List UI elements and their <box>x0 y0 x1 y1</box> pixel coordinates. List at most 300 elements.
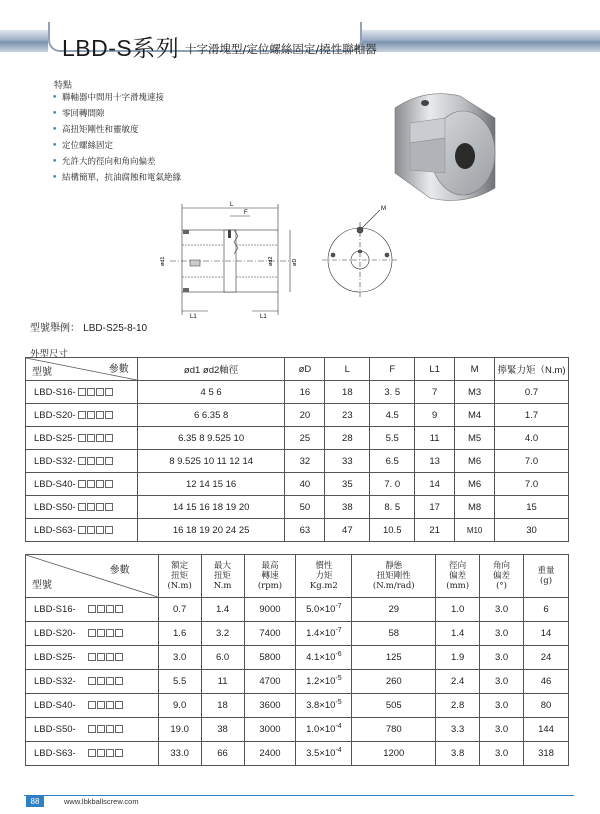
cell-max: 6.0 <box>201 646 244 670</box>
table-row <box>26 718 569 742</box>
feature-text: 允許大的徑向和角向偏差 <box>62 157 156 167</box>
model-label: 型號 <box>32 580 52 591</box>
cell-angular: 3.0 <box>480 598 524 622</box>
feature-text: 結構簡單，抗油腐蝕和電氣絶緣 <box>62 173 182 183</box>
header-band-left <box>0 30 48 52</box>
table-header-row <box>26 555 569 598</box>
cell-stiff: 125 <box>352 646 436 670</box>
blank-box <box>106 701 114 709</box>
blank-box <box>87 388 95 396</box>
blank-box <box>88 677 96 685</box>
cell-radial: 3.3 <box>436 718 480 742</box>
cell-bore: 16 18 19 20 24 25 <box>137 519 285 542</box>
blank-box <box>88 605 96 613</box>
cell-speed: 4700 <box>244 670 296 694</box>
cell-weight: 318 <box>524 742 569 766</box>
model-label: 型號 <box>32 367 52 378</box>
cell-radial: 1.4 <box>436 622 480 646</box>
cell-d: 50 <box>285 496 325 519</box>
model-cell <box>26 718 159 742</box>
inertia-base: 4.1×10 <box>306 652 336 664</box>
cell-f: 7. 0 <box>370 473 415 496</box>
coupling-product-image <box>385 78 505 208</box>
variant-boxes <box>88 652 124 663</box>
col-header: 擰緊力矩（N.m) <box>495 358 569 381</box>
blank-box <box>106 605 114 613</box>
bullet-icon: • <box>52 93 58 103</box>
blank-box <box>115 749 123 757</box>
cell-l: 35 <box>325 473 370 496</box>
variant-boxes <box>88 748 124 759</box>
model-name: LBD-S25- <box>34 652 76 663</box>
blank-box <box>106 749 114 757</box>
col-header: M <box>455 358 495 381</box>
cell-m: M8 <box>455 496 495 519</box>
col-header-stiffness: 靜態 扭矩剛性 (N.m/rad) <box>352 555 436 598</box>
blank-box <box>106 677 114 685</box>
feature-item <box>52 90 181 106</box>
cell-bore: 12 14 15 16 <box>137 473 285 496</box>
dim-d2-label: ød2 <box>268 256 274 266</box>
feature-item <box>52 154 181 170</box>
cell-torque: 1.7 <box>495 404 569 427</box>
blank-box <box>115 701 123 709</box>
blank-box <box>97 605 105 613</box>
cell-l1: 7 <box>415 381 455 404</box>
cell-angular: 3.0 <box>480 646 524 670</box>
header-band-right <box>362 30 600 52</box>
blank-box <box>105 388 113 396</box>
cell-f: 8. 5 <box>370 496 415 519</box>
col-header: ød1 ød2軸徑 <box>137 358 285 381</box>
cell-bore: 6.35 8 9.525 10 <box>137 427 285 450</box>
model-example-code: LBD-S25-8-10 <box>83 323 148 334</box>
cell-d: 40 <box>285 473 325 496</box>
blank-box <box>97 653 105 661</box>
blank-box <box>115 653 123 661</box>
model-name: LBD-S16- <box>34 604 76 615</box>
inertia-exponent: -5 <box>335 675 342 683</box>
dim-M-label: M <box>381 206 386 212</box>
blank-box <box>87 503 95 511</box>
model-cell <box>26 381 138 404</box>
cell-angular: 3.0 <box>480 718 524 742</box>
cell-m: M4 <box>455 404 495 427</box>
param-model-header <box>26 358 138 381</box>
cell-inertia <box>296 598 352 622</box>
table-row <box>26 694 569 718</box>
model-cell <box>26 496 138 519</box>
variant-boxes <box>78 456 114 467</box>
col-header-max-torque: 最大 扭矩 N.m <box>201 555 244 598</box>
model-cell <box>26 646 159 670</box>
blank-box <box>78 388 86 396</box>
model-cell <box>26 427 138 450</box>
cell-f: 5.5 <box>370 427 415 450</box>
param-model-header <box>26 555 159 598</box>
cell-l: 23 <box>325 404 370 427</box>
inertia-exponent: -4 <box>335 723 342 731</box>
table-row <box>26 742 569 766</box>
blank-box <box>87 411 95 419</box>
cell-weight: 80 <box>524 694 569 718</box>
model-cell <box>26 742 159 766</box>
model-cell <box>26 694 159 718</box>
cell-angular: 3.0 <box>480 742 524 766</box>
blank-box <box>106 629 114 637</box>
feature-item <box>52 106 181 122</box>
col-header: L <box>325 358 370 381</box>
features-list <box>52 90 181 186</box>
cell-d: 63 <box>285 519 325 542</box>
table-row <box>26 670 569 694</box>
cell-f: 3. 5 <box>370 381 415 404</box>
cell-stiff: 505 <box>352 694 436 718</box>
model-name: LBD-S16- <box>34 386 76 398</box>
dim-L1-left-label: L1 <box>190 314 197 320</box>
cell-bore: 4 5 6 <box>137 381 285 404</box>
feature-text: 聯軸器中間用十字滑塊連接 <box>62 93 165 103</box>
cell-weight: 46 <box>524 670 569 694</box>
table-row <box>26 381 569 404</box>
cell-radial: 2.4 <box>436 670 480 694</box>
blank-box <box>97 629 105 637</box>
cell-weight: 144 <box>524 718 569 742</box>
variant-boxes <box>78 479 114 490</box>
blank-box <box>106 653 114 661</box>
table-header-row <box>26 358 569 381</box>
blank-box <box>88 701 96 709</box>
variant-boxes <box>88 604 124 615</box>
blank-box <box>105 434 113 442</box>
blank-box <box>96 526 104 534</box>
table-row <box>26 496 569 519</box>
model-name: LBD-S63- <box>34 748 76 759</box>
model-cell <box>26 519 138 542</box>
cell-l1: 14 <box>415 473 455 496</box>
model-example <box>30 319 147 334</box>
cell-l1: 21 <box>415 519 455 542</box>
col-header: L1 <box>415 358 455 381</box>
cell-l: 18 <box>325 381 370 404</box>
col-header: F <box>370 358 415 381</box>
variant-boxes <box>88 628 124 639</box>
col-header-angular: 角向 偏差 (°) <box>480 555 524 598</box>
blank-box <box>97 677 105 685</box>
model-name: LBD-S50- <box>34 501 76 513</box>
cell-bore: 8 9.525 10 11 12 14 <box>137 450 285 473</box>
cell-l: 38 <box>325 496 370 519</box>
blank-box <box>96 503 104 511</box>
bullet-icon: • <box>52 141 58 151</box>
dim-F-label: F <box>244 210 248 216</box>
dim-d1-label: ød1 <box>160 256 166 266</box>
table-row <box>26 427 569 450</box>
feature-item <box>52 170 181 186</box>
cell-max: 38 <box>201 718 244 742</box>
inertia-base: 1.2×10 <box>306 676 336 688</box>
feature-item <box>52 122 181 138</box>
cell-inertia <box>296 694 352 718</box>
footer-line <box>24 795 574 796</box>
table-row <box>26 519 569 542</box>
cell-d: 16 <box>285 381 325 404</box>
blank-box <box>105 526 113 534</box>
blank-box <box>96 388 104 396</box>
cell-radial: 2.8 <box>436 694 480 718</box>
cell-inertia <box>296 742 352 766</box>
cell-max: 3.2 <box>201 622 244 646</box>
bullet-icon: • <box>52 173 58 183</box>
col-header-inertia: 慣性 力矩 Kg.m2 <box>296 555 352 598</box>
cell-stiff: 1200 <box>352 742 436 766</box>
blank-box <box>105 480 113 488</box>
blank-box <box>78 457 86 465</box>
table-row <box>26 598 569 622</box>
cell-d: 20 <box>285 404 325 427</box>
cell-torque: 4.0 <box>495 427 569 450</box>
blank-box <box>105 411 113 419</box>
blank-box <box>97 749 105 757</box>
cell-f: 10.5 <box>370 519 415 542</box>
model-cell <box>26 622 159 646</box>
blank-box <box>96 457 104 465</box>
cell-stiff: 58 <box>352 622 436 646</box>
variant-boxes <box>78 410 114 421</box>
col-header: øD <box>285 358 325 381</box>
cell-f: 6.5 <box>370 450 415 473</box>
page-title: LBD-S系列 <box>62 35 180 61</box>
variant-boxes <box>78 502 114 513</box>
end-view-drawing <box>318 200 408 300</box>
col-header-rated-torque: 額定 扭矩 (N.m) <box>158 555 201 598</box>
features-title: 特點 <box>54 81 73 91</box>
cell-m: M3 <box>455 381 495 404</box>
inertia-base: 1.0×10 <box>306 724 336 736</box>
inertia-exponent: -4 <box>335 747 342 755</box>
blank-box <box>96 434 104 442</box>
cell-radial: 1.0 <box>436 598 480 622</box>
model-cell <box>26 670 159 694</box>
cell-max: 18 <box>201 694 244 718</box>
cell-m: M6 <box>455 450 495 473</box>
cell-bore: 14 15 16 18 19 20 <box>137 496 285 519</box>
table-row <box>26 404 569 427</box>
variant-boxes <box>88 724 124 735</box>
cell-l: 33 <box>325 450 370 473</box>
blank-box <box>97 701 105 709</box>
cell-rated: 1.6 <box>158 622 201 646</box>
model-name: LBD-S63- <box>34 524 76 536</box>
cell-bore: 6 6.35 8 <box>137 404 285 427</box>
model-name: LBD-S32- <box>34 455 76 467</box>
cell-torque: 7.0 <box>495 450 569 473</box>
blank-box <box>78 526 86 534</box>
table-row <box>26 473 569 496</box>
cell-inertia <box>296 622 352 646</box>
cell-stiff: 260 <box>352 670 436 694</box>
side-view-drawing <box>150 200 300 320</box>
cell-angular: 3.0 <box>480 670 524 694</box>
param-label: 參數 <box>109 565 130 576</box>
table-row <box>26 622 569 646</box>
model-example-label: 型號舉例： <box>30 323 80 334</box>
cell-l: 28 <box>325 427 370 450</box>
page-number: 88 <box>26 796 44 807</box>
cell-l1: 17 <box>415 496 455 519</box>
blank-box <box>105 503 113 511</box>
cell-rated: 19.0 <box>158 718 201 742</box>
inertia-base: 1.4×10 <box>306 628 336 640</box>
model-cell <box>26 598 159 622</box>
model-cell <box>26 404 138 427</box>
blank-box <box>78 411 86 419</box>
cell-l1: 13 <box>415 450 455 473</box>
model-name: LBD-S32- <box>34 676 76 687</box>
blank-box <box>97 725 105 733</box>
cell-d: 25 <box>285 427 325 450</box>
cell-max: 66 <box>201 742 244 766</box>
model-name: LBD-S40- <box>34 700 76 711</box>
col-header-max-speed: 最高 轉速 (rpm) <box>244 555 296 598</box>
cell-rated: 0.7 <box>158 598 201 622</box>
cell-m: M6 <box>455 473 495 496</box>
feature-text: 定位螺絲固定 <box>62 141 114 151</box>
cell-inertia <box>296 670 352 694</box>
cell-weight: 24 <box>524 646 569 670</box>
cell-radial: 1.9 <box>436 646 480 670</box>
variant-boxes <box>78 525 114 536</box>
blank-box <box>105 457 113 465</box>
inertia-base: 3.8×10 <box>306 700 336 712</box>
cell-speed: 2400 <box>244 742 296 766</box>
cell-m: M5 <box>455 427 495 450</box>
feature-item <box>52 138 181 154</box>
cell-stiff: 780 <box>352 718 436 742</box>
cell-stiff: 29 <box>352 598 436 622</box>
performance-table <box>25 554 569 766</box>
cell-rated: 3.0 <box>158 646 201 670</box>
blank-box <box>115 629 123 637</box>
cell-max: 11 <box>201 670 244 694</box>
cell-angular: 3.0 <box>480 694 524 718</box>
inertia-base: 5.0×10 <box>306 604 336 616</box>
blank-box <box>115 725 123 733</box>
cell-radial: 3.8 <box>436 742 480 766</box>
cell-f: 4.5 <box>370 404 415 427</box>
website-url: www.lbkballscrew.com <box>64 797 139 806</box>
cell-speed: 7400 <box>244 622 296 646</box>
cell-rated: 5.5 <box>158 670 201 694</box>
bullet-icon: • <box>52 125 58 135</box>
variant-boxes <box>88 676 124 687</box>
model-name: LBD-S25- <box>34 432 76 444</box>
blank-box <box>87 434 95 442</box>
blank-box <box>106 725 114 733</box>
cell-torque: 15 <box>495 496 569 519</box>
model-name: LBD-S20- <box>34 409 76 421</box>
model-name: LBD-S20- <box>34 628 76 639</box>
cell-speed: 5800 <box>244 646 296 670</box>
cell-rated: 9.0 <box>158 694 201 718</box>
cell-weight: 14 <box>524 622 569 646</box>
cell-torque: 7.0 <box>495 473 569 496</box>
cell-rated: 33.0 <box>158 742 201 766</box>
cell-inertia <box>296 646 352 670</box>
blank-box <box>78 434 86 442</box>
blank-box <box>96 411 104 419</box>
performance-table-body <box>26 598 569 766</box>
bullet-icon: • <box>52 157 58 167</box>
col-header-weight: 重量 (g) <box>524 555 569 598</box>
cell-speed: 9000 <box>244 598 296 622</box>
cell-inertia <box>296 718 352 742</box>
blank-box <box>115 677 123 685</box>
blank-box <box>87 480 95 488</box>
dim-L-label: L <box>230 202 234 208</box>
inertia-exponent: -7 <box>335 603 342 611</box>
blank-box <box>88 653 96 661</box>
inertia-exponent: -6 <box>335 651 342 659</box>
cell-m: M10 <box>455 519 495 542</box>
param-label: 參數 <box>108 364 129 375</box>
cell-speed: 3600 <box>244 694 296 718</box>
blank-box <box>96 480 104 488</box>
blank-box <box>87 457 95 465</box>
cell-angular: 3.0 <box>480 622 524 646</box>
blank-box <box>87 526 95 534</box>
cell-max: 1.4 <box>201 598 244 622</box>
cell-l: 47 <box>325 519 370 542</box>
dim-L1-right-label: L1 <box>260 314 267 320</box>
blank-box <box>88 749 96 757</box>
blank-box <box>78 480 86 488</box>
blank-box <box>88 629 96 637</box>
dimensions-table <box>25 357 569 542</box>
inertia-exponent: -5 <box>335 699 342 707</box>
cell-l1: 11 <box>415 427 455 450</box>
variant-boxes <box>78 387 114 398</box>
model-name: LBD-S40- <box>34 478 76 490</box>
blank-box <box>115 605 123 613</box>
model-name: LBD-S50- <box>34 724 76 735</box>
dim-D-label: øD <box>292 258 298 266</box>
feature-text: 零回轉間隙 <box>62 109 105 119</box>
model-cell <box>26 450 138 473</box>
col-header-radial: 徑向 偏差 (mm) <box>436 555 480 598</box>
variant-boxes <box>78 433 114 444</box>
blank-box <box>78 503 86 511</box>
cell-torque: 0.7 <box>495 381 569 404</box>
cell-d: 32 <box>285 450 325 473</box>
inertia-exponent: -7 <box>335 627 342 635</box>
table-row <box>26 646 569 670</box>
model-cell <box>26 473 138 496</box>
dimensions-title: 外型尺寸 <box>30 349 69 360</box>
blank-box <box>88 725 96 733</box>
cell-torque: 30 <box>495 519 569 542</box>
variant-boxes <box>88 700 124 711</box>
bullet-icon: • <box>52 109 58 119</box>
cell-l1: 9 <box>415 404 455 427</box>
page-subtitle: 十字滑塊型/定位螺絲固定/撓性聯軸器 <box>185 42 377 56</box>
cell-weight: 6 <box>524 598 569 622</box>
inertia-base: 3.5×10 <box>306 748 336 760</box>
table-row <box>26 450 569 473</box>
dimensions-table-body <box>26 381 569 542</box>
feature-text: 高扭矩剛性和靈敏度 <box>62 125 139 135</box>
cell-speed: 3000 <box>244 718 296 742</box>
